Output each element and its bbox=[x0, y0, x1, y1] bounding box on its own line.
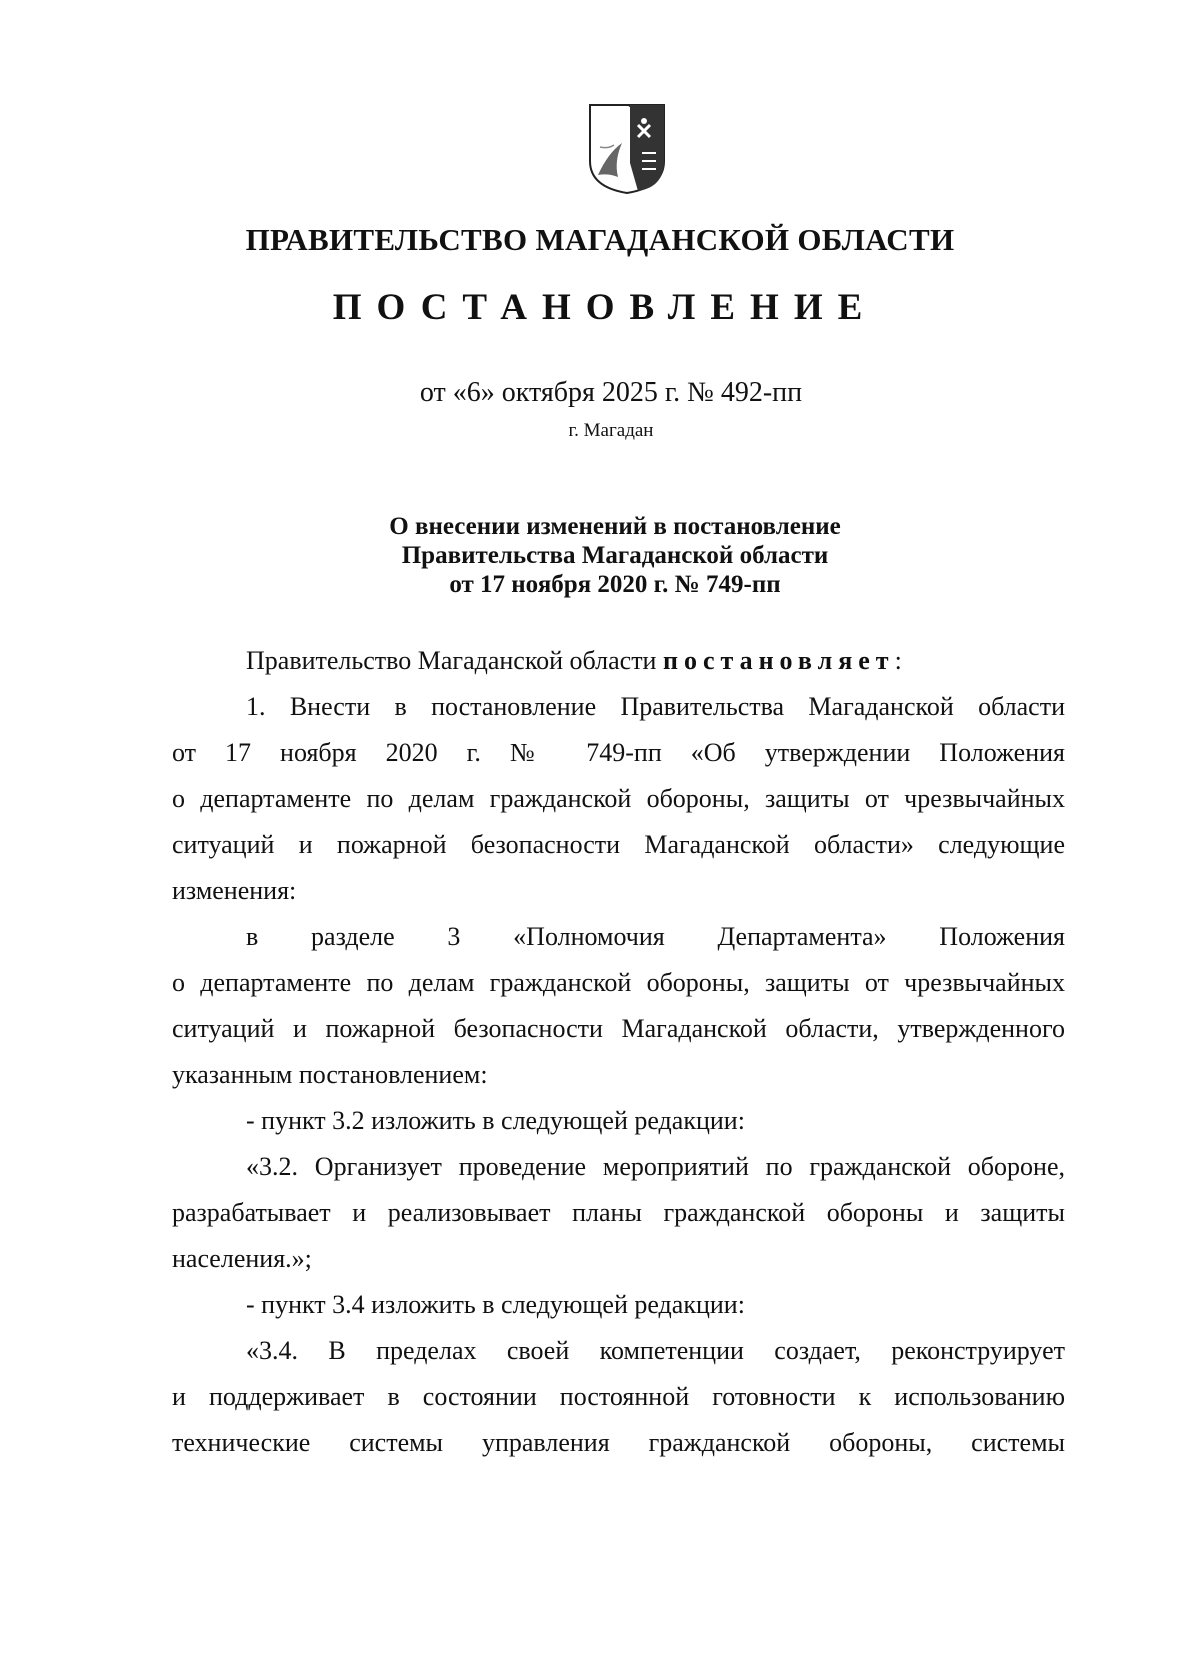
document-city: г. Магадан bbox=[568, 420, 654, 441]
body-line: - пункт 3.2 изложить в следующей редакции: bbox=[246, 1106, 745, 1135]
document-date-number: от «6» октября 2025 г. № 492-пп bbox=[419, 377, 803, 408]
government-title: ПРАВИТЕЛЬСТВО МАГАДАНСКОЙ ОБЛАСТИ bbox=[245, 222, 955, 257]
intro-paragraph bbox=[246, 646, 1065, 676]
intro-verb: постановляет bbox=[662, 646, 895, 675]
body-line: - пункт 3.4 изложить в следующей редакции: bbox=[246, 1290, 745, 1319]
body-line: ситуаций и пожарной безопасности Магаданской области, утвержденного bbox=[172, 1014, 1065, 1043]
body-line: от 17 ноября 2020 г. № 749-пп «Об утверждении Положения bbox=[172, 738, 1065, 767]
intro-colon: : bbox=[894, 646, 902, 675]
body-line: ситуаций и пожарной безопасности Магаданской области» следующие bbox=[172, 830, 1065, 859]
intro-text: Правительство Магаданской области bbox=[246, 646, 663, 675]
subject-line: от 17 ноября 2020 г. № 749-пп bbox=[449, 571, 781, 598]
body-line: разрабатывает и реализовывает планы гражданской обороны и защиты bbox=[172, 1198, 1065, 1227]
coat-of-arms-emblem bbox=[588, 103, 666, 195]
body-line: населения.»; bbox=[172, 1244, 312, 1273]
body-line: технические системы управления гражданской обороны, системы bbox=[172, 1428, 1065, 1457]
subject-line: Правительства Магаданской области bbox=[401, 542, 829, 569]
body-line: 1. Внести в постановление Правительства Магаданской области bbox=[246, 692, 1065, 721]
body-line: «3.2. Организует проведение мероприятий по гражданской обороне, bbox=[246, 1152, 1065, 1181]
subject-line: О внесении изменений в постановление bbox=[389, 513, 841, 540]
body-line: о департаменте по делам гражданской обороны, защиты от чрезвычайных bbox=[172, 784, 1065, 813]
document-type: ПОСТАНОВЛЕНИЕ bbox=[332, 287, 878, 328]
body-line: указанным постановлением: bbox=[172, 1060, 488, 1089]
body-line: изменения: bbox=[172, 876, 297, 905]
document-subject bbox=[0, 512, 1200, 599]
body-line: в разделе 3 «Полномочия Департамента» Положения bbox=[246, 922, 1065, 951]
body-line: о департаменте по делам гражданской обороны, защиты от чрезвычайных bbox=[172, 968, 1065, 997]
body-line: «3.4. В пределах своей компетенции создает, реконструирует bbox=[246, 1336, 1065, 1365]
body-line: и поддерживает в состоянии постоянной готовности к использованию bbox=[172, 1382, 1065, 1411]
